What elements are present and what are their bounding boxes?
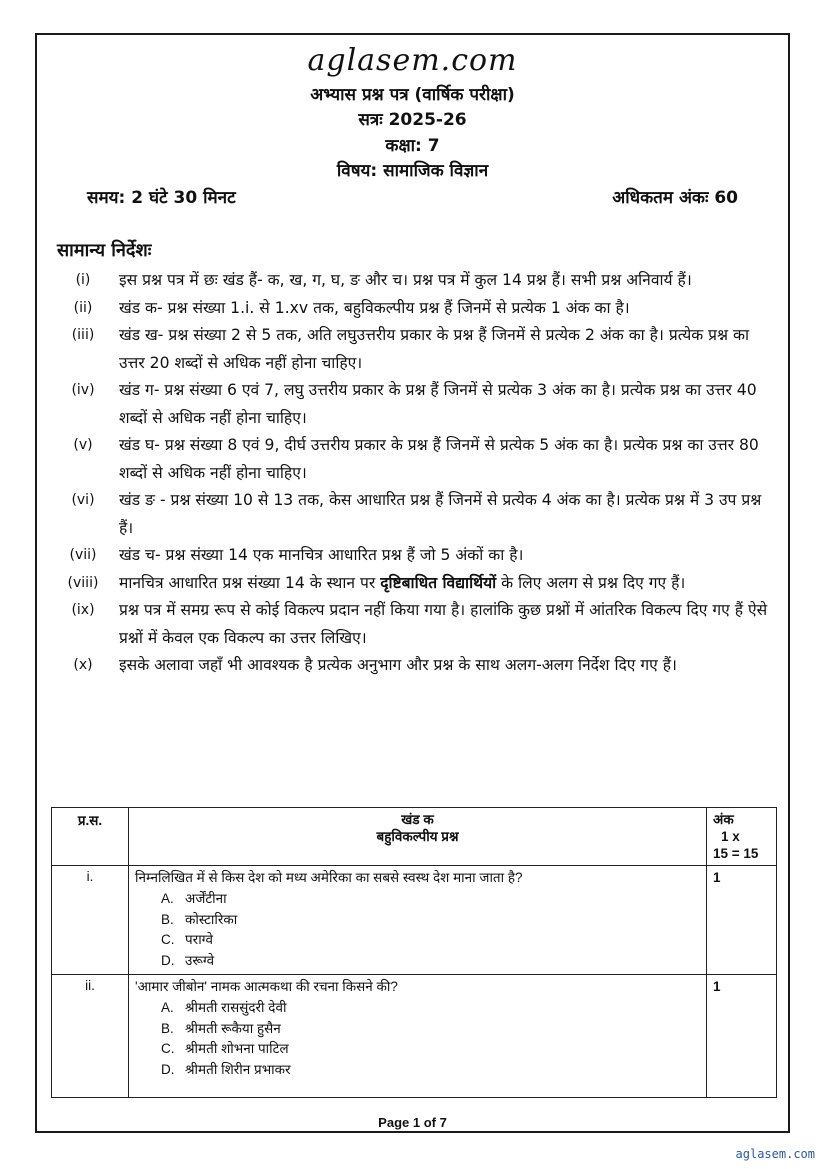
option-text: अर्जेंटीना xyxy=(185,891,227,906)
instruction-item xyxy=(59,267,771,295)
question-cell xyxy=(129,866,707,975)
option-text: कोस्टारिका xyxy=(185,911,238,927)
instruction-text: खंड च- प्रश्न संख्या 14 एक मानचित्र आधारित प्रश्न हैं जो 5 अंकों का है। xyxy=(119,546,524,564)
option-item xyxy=(161,1039,700,1060)
question-text: 'आमार जीबोन' नामक आत्मकथा की रचना किसने की? xyxy=(135,979,398,994)
option-text: श्रीमती शोभना पाटिल xyxy=(185,1041,289,1056)
instruction-text: खंड ग- प्रश्न संख्या 6 एवं 7, लघु उत्तरीय प्रकार के प्रश्न हैं जिनमें से प्रत्येक 3 अंक का है। प्रत्येक प्रश्न का उत्तर 40 शब्दों से अधिक नहीं होना चाहिए। xyxy=(119,381,757,427)
question-marks: 1 xyxy=(707,975,777,1098)
section-subtitle: बहुविकल्पीय प्रश्न xyxy=(376,829,459,844)
instruction-item xyxy=(59,432,771,487)
page-frame xyxy=(35,33,790,1133)
option-letter: B. xyxy=(161,1020,174,1036)
section-header xyxy=(129,808,707,866)
instruction-text-after: के लिए अलग से प्रश्न दिए गए हैं। xyxy=(496,573,686,592)
instruction-text: खंड ङ - प्रश्न संख्या 10 से 13 तक, केस आधारित प्रश्न हैं जिनमें से प्रत्येक 4 अंक का है। प्रत्येक प्रश्न में 3 उप प्रश्न हैं। xyxy=(119,491,762,537)
instructions-title: सामान्य निर्देशः xyxy=(57,240,152,261)
instruction-item xyxy=(59,322,771,377)
option-text: पराग्वे xyxy=(185,932,213,947)
instruction-item xyxy=(59,295,771,323)
option-letter: D. xyxy=(161,1061,175,1077)
questions-table xyxy=(51,807,777,1098)
brand-logo: aglasem.com xyxy=(307,43,518,78)
instruction-text: इसके अलावा जहाँ भी आवश्यक है प्रत्येक अनुभाग और प्रश्न के साथ अलग-अलग निर्देश दिए गए हैं। xyxy=(119,656,677,674)
instruction-number: (i) xyxy=(75,272,91,288)
question-number: i. xyxy=(52,866,129,975)
option-item xyxy=(161,889,700,910)
instruction-number: (viii) xyxy=(67,574,99,591)
instruction-item xyxy=(59,597,771,652)
time-allowed: समय: 2 घंटे 30 मिनट xyxy=(87,188,236,208)
instruction-text: खंड घ- प्रश्न संख्या 8 एवं 9, दीर्घ उत्तरीय प्रकार के प्रश्न हैं जिनमें से प्रत्येक 5 अंक का है। प्रत्येक प्रश्न का उत्तर 80 शब्दों से अधिक नहीं होना चाहिए। xyxy=(119,436,759,482)
instruction-number: (v) xyxy=(73,437,93,453)
watermark: aglasem.com xyxy=(735,1147,815,1161)
instruction-number: (iii) xyxy=(71,327,95,343)
marks-calc-2: 15 = 15 xyxy=(713,846,759,861)
max-marks: अधिकतम अंकः 60 xyxy=(612,188,738,208)
question-text: निम्नलिखित में से किस देश को मध्य अमेरिका का सबसे स्वस्थ देश माना जाता है? xyxy=(135,870,523,885)
option-text: श्रीमती शिरीन प्रभाकर xyxy=(185,1061,291,1077)
instruction-item xyxy=(59,570,771,598)
instruction-item xyxy=(59,652,771,680)
instruction-number: (vii) xyxy=(69,547,97,563)
option-letter: A. xyxy=(161,1000,174,1015)
instruction-text: इस प्रश्न पत्र में छः खंड हैं- क, ख, ग, घ, ङ और च। प्रश्न पत्र में कुल 14 प्रश्न हैं। सभी प्रश्न अनिवार्य हैं। xyxy=(119,271,692,289)
option-item xyxy=(161,930,700,951)
instructions-list xyxy=(59,267,771,680)
question-marks: 1 xyxy=(707,866,777,975)
subject: विषय: सामाजिक विज्ञान xyxy=(336,161,489,181)
option-text: श्रीमती रूकैया हुसैन xyxy=(185,1020,281,1036)
option-letter: C. xyxy=(161,1041,175,1056)
table-row xyxy=(52,866,777,975)
instruction-item xyxy=(59,542,771,570)
option-letter: A. xyxy=(161,891,174,906)
table-row xyxy=(52,975,777,1098)
paper-title: अभ्यास प्रश्न पत्र (वार्षिक परीक्षा) xyxy=(310,85,515,105)
question-number: ii. xyxy=(52,975,129,1098)
marks-calc-1: 1 x xyxy=(721,829,740,844)
option-letter: C. xyxy=(161,932,175,947)
instruction-item xyxy=(59,487,771,542)
instruction-number: (x) xyxy=(73,657,93,673)
option-text: उरूग्वे xyxy=(185,952,215,968)
section-title: खंड क xyxy=(401,812,434,827)
instruction-number: (vi) xyxy=(71,492,95,508)
option-letter: D. xyxy=(161,952,175,968)
instruction-text: खंड क- प्रश्न संख्या 1.i. से 1.xv तक, बहुविकल्पीय प्रश्न हैं जिनमें से प्रत्येक 1 अंक का है। xyxy=(119,298,630,317)
instruction-number: (iv) xyxy=(71,382,95,398)
instruction-item xyxy=(59,377,771,432)
instruction-number: (ii) xyxy=(73,299,93,316)
instruction-text-before: मानचित्र आधारित प्रश्न संख्या 14 के स्थान पर xyxy=(119,573,381,592)
instruction-text: खंड ख- प्रश्न संख्या 2 से 5 तक, अति लघुउत्तरीय प्रकार के प्रश्न हैं जिनमें से प्रत्येक 2 अंक का है। प्रत्येक प्रश्न का उत्तर 20 शब्दों से अधिक नहीं होना चाहिए। xyxy=(119,326,750,372)
marks-header xyxy=(707,808,777,866)
col-question-number-header: प्र.स. xyxy=(52,808,129,866)
option-text: श्रीमती राससुंदरी देवी xyxy=(185,1000,287,1015)
option-item xyxy=(161,910,700,931)
table-header-row xyxy=(52,808,777,866)
option-item xyxy=(161,1060,700,1081)
page-number: Page 1 of 7 xyxy=(378,1115,447,1130)
options-list xyxy=(135,889,700,971)
options-list xyxy=(135,998,700,1080)
option-item xyxy=(161,1019,700,1040)
question-cell xyxy=(129,975,707,1098)
instruction-text-bold: दृष्टिबाधित विद्यार्थियों xyxy=(380,573,497,592)
marks-label: अंक xyxy=(713,812,734,827)
option-letter: B. xyxy=(161,911,174,927)
option-item xyxy=(161,998,700,1019)
option-item xyxy=(161,951,700,972)
session: सत्रः 2025-26 xyxy=(358,110,467,130)
instruction-text: प्रश्न पत्र में समग्र रूप से कोई विकल्प प्रदान नहीं किया गया है। हालांकि कुछ प्रश्नों में आंतरिक विकल्प दिए गए हैं ऐसे प्रश्नों में केवल एक विकल्प का उत्तर लिखिए। xyxy=(119,601,768,647)
instruction-number: (ix) xyxy=(71,602,95,618)
class: कक्षा: 7 xyxy=(385,136,440,156)
